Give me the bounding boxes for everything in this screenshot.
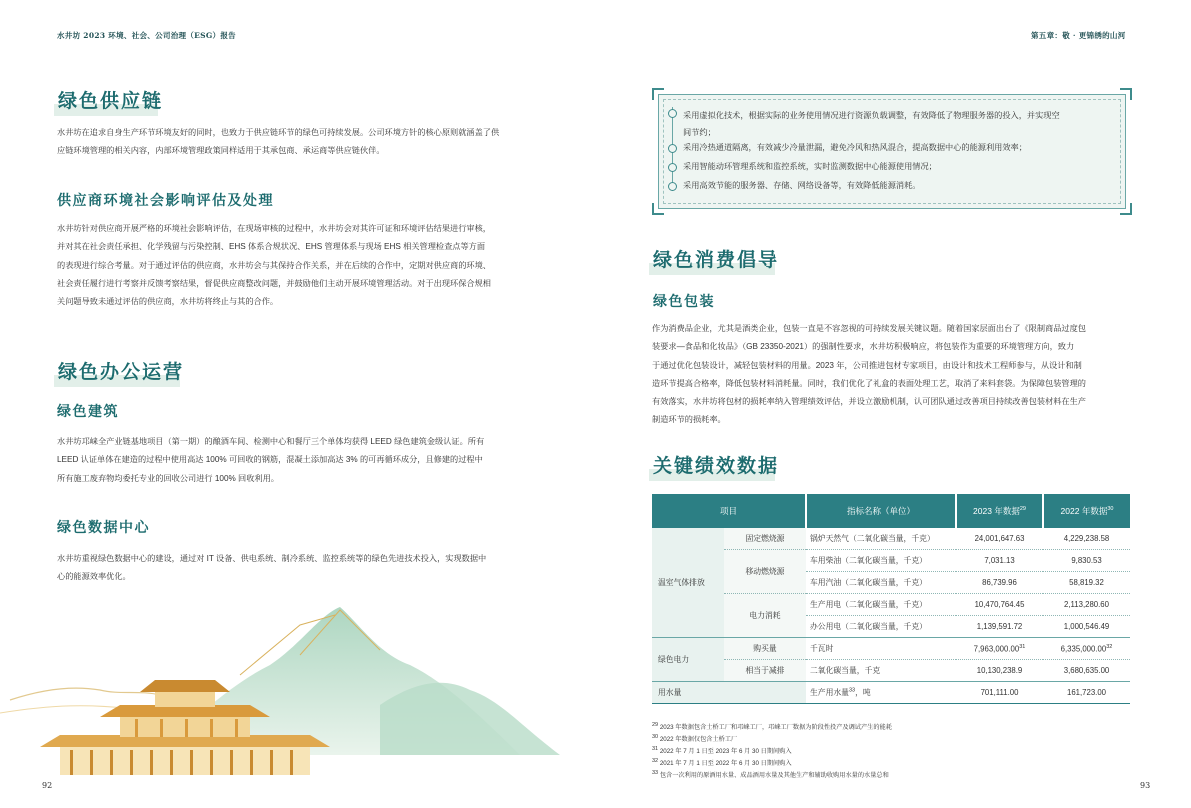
kpi-table-header xyxy=(652,494,1130,528)
table-row: 电力消耗 生产用电（二氧化碳当量，千克） 10,470,764.45 2,113,280.60 xyxy=(652,594,1130,616)
right-page xyxy=(596,0,1191,808)
subsection-green-packaging: 绿色包装 xyxy=(653,294,715,310)
temple-landscape-illustration xyxy=(0,595,595,785)
table-row: 用水量 生产用水量$^{33}$，吨 701,111.00 161,723.00 xyxy=(652,682,1130,704)
section-title-green-office: 绿色办公运营 xyxy=(58,357,184,384)
measure-item-efficient-servers: 采用高效节能的服务器、存储、网络设备等，有效降低能源消耗。 xyxy=(683,181,921,190)
footnote: $^{31}$ 2022 年 7 月 1 日至 2023 年 6 月 30 日期间购入 xyxy=(652,746,792,756)
left-page xyxy=(0,0,595,808)
category-green-power: 绿色电力 xyxy=(652,638,724,682)
green-packaging-paragraph: 作为消费品企业，尤其是酒类企业，包装一直是不容忽视的可持续发展关键议题。随着国家层面出台了《限制商品过度包 装要求—食品和化妆品》（GB 23350-2021）的强制性要求，水井坊积极响应，将包装作为重要的环境管理方向，致力 于通过优化包装设计，减轻包装材料的用量。2023 年，公司推进包材专家项目，由设计和技术工程师参与，从设计和制 造环节提高合格率，降低包装材料消耗量。同时，我们优化了礼盒的表面处理工艺，取消了来料套袋。为保障包装管理的 有效落实，水井坊将包材的损耗率纳入管理绩效评估，并设立激励机制，认可团队通过改善项目持续改善包装材料在生产 制造环节的损耗率。 xyxy=(652,324,1086,425)
header-item: 项目 xyxy=(652,494,806,528)
footnote: $^{33}$ 包含一次利用的原酒用水量、成品酒用水量及其他生产和辅助收购用水量的水量总和 xyxy=(652,770,889,780)
footnote: $^{32}$ 2021 年 7 月 1 日至 2022 年 6 月 30 日期间购入 xyxy=(652,758,792,768)
subsection-green-building: 绿色建筑 xyxy=(57,404,119,420)
subcategory-power: 电力消耗 xyxy=(724,594,806,638)
category-ghg: 温室气体排放 xyxy=(652,528,724,638)
table-row: 温室气体排放 固定燃烧源 锅炉天然气（二氧化碳当量，千克） 24,001,647.63 4,229,238.58 xyxy=(652,528,1130,550)
supplier-assessment-paragraph: 水井坊针对供应商开展严格的环境社会影响评估，在现场审核的过程中，水井坊会对其许可证和环境评估结果进行审核， 并对其在社会责任承担、化学残留与污染控制、EHS 体系合规状况、EHS 管理体系与现场 EHS 相关管理检查点等方面 的表现进行综合考量。对于通过评估的供应商，水井坊会与其保持合作关系，并在后续的合作中，定期对供应商的环境、 社会责任履行进行考察并反馈考察结果，督促供应商整改问题，并鼓励他们主动开展环境管理活动。对于出现环保合规相 关问题导致未通过评估的供应商，水井坊将终止与其的合作。 xyxy=(57,224,491,307)
header-2023: 2023 年数据$^{29}$ xyxy=(956,494,1043,528)
subcategory-equivalent: 相当于减排 xyxy=(724,660,806,682)
supply-chain-paragraph: 水井坊在追求自身生产环节环境友好的同时，也致力于供应链环节的绿色可持续发展。公司环境方针的核心原则就涵盖了供 应链环境管理的相关内容，内部环境管理政策同样适用于其承包商、承运商等供应链伙伴。 xyxy=(57,128,500,156)
header-2022: 2022 年数据$^{30}$ xyxy=(1043,494,1130,528)
measure-item-virtualization: 采用虚拟化技术，根据实际的业务使用情况进行资源负载调整，有效降低了物理服务器的投入，并实现空 间节约； xyxy=(683,111,1060,137)
category-water: 用水量 xyxy=(652,682,806,704)
measure-item-monitoring: 采用智能动环管理系统和监控系统，实时监测数据中心能源使用情况； xyxy=(683,162,937,171)
data-center-measures-box xyxy=(658,94,1126,209)
table-row: 办公用电（二氧化碳当量，千克） 1,139,591.72 1,000,546.49 xyxy=(652,616,1130,638)
page-number-right: 93 xyxy=(1140,781,1151,790)
subsection-supplier-assessment: 供应商环境社会影响评估及处理 xyxy=(57,193,274,209)
section-title-green-supply-chain: 绿色供应链 xyxy=(58,86,163,113)
subcategory-mobile: 移动燃烧源 xyxy=(724,550,806,594)
green-building-paragraph: 水井坊邛崃全产业链基地项目（第一期）的酿酒车间、检测中心和餐厅三个单体均获得 LEED 绿色建筑金级认证。所有 LEED 认证单体在建造的过程中使用高达 100% 可回收的钢筋，混凝土添加高达 3% 的可再循环成分，且修建的过程中 所有施工废弃物均委托专业的回收公司进行 100% 回收利用。 xyxy=(57,437,485,483)
subcategory-purchase: 购买量 xyxy=(724,638,806,660)
table-row: 绿色电力 购买量 千瓦时 7,963,000.00$^{31}$ 6,335,000.00$^{32}$ xyxy=(652,638,1130,660)
table-row: 相当于减排 二氧化碳当量，千克 10,130,238.9 3,680,635.00 xyxy=(652,660,1130,682)
table-row: 车用汽油（二氧化碳当量，千克） 86,739.96 58,819.32 xyxy=(652,572,1130,594)
subcategory-fixed: 固定燃烧源 xyxy=(724,528,806,550)
section-title-kpi: 关键绩效数据 xyxy=(653,451,779,478)
subsection-green-data-center: 绿色数据中心 xyxy=(57,520,150,536)
report-header: 水井坊 2023 环境、社会、公司治理（ESG）报告 xyxy=(57,31,236,40)
section-title-green-consumption: 绿色消费倡导 xyxy=(653,245,779,272)
table-row: 移动燃烧源 车用柴油（二氧化碳当量，千克） 7,031.13 9,830.53 xyxy=(652,550,1130,572)
green-data-center-paragraph: 水井坊重视绿色数据中心的建设，通过对 IT 设备、供电系统、制冷系统、监控系统等的绿色先进技术投入，实现数据中 心的能源效率优化。 xyxy=(57,554,487,582)
footnote: $^{29}$ 2023 年数据包含土桥工厂和邛崃工厂，邛崃工厂数据为阶段性投产及调试产生的能耗 xyxy=(652,722,892,732)
footnote: $^{30}$ 2022 年数据仅包含土桥工厂 xyxy=(652,734,738,744)
page-number-left: 92 xyxy=(42,781,53,790)
measure-item-airflow: 采用冷热通道隔离，有效减少冷量泄漏，避免冷风和热风混合，提高数据中心的能源利用效率； xyxy=(683,143,1027,152)
kpi-table xyxy=(652,494,1130,704)
header-indicator: 指标名称（单位） xyxy=(806,494,956,528)
chapter-header: 第五章：敬 · 更锦绣的山河 xyxy=(1031,31,1126,40)
